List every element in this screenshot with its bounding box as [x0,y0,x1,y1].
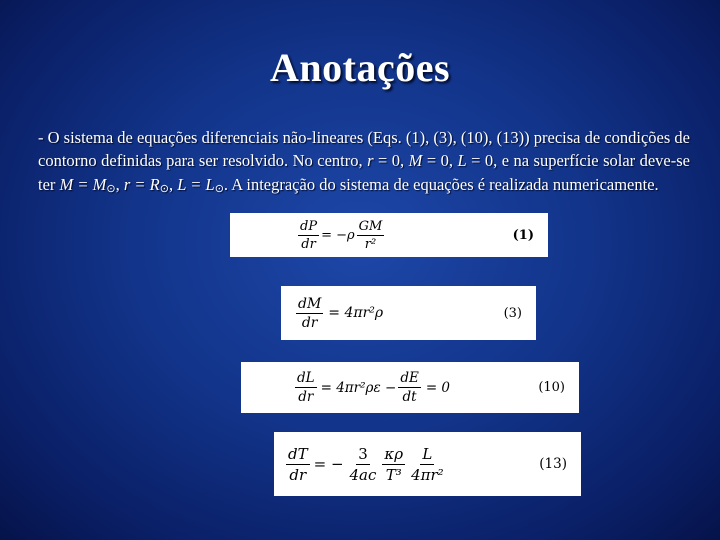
sun-symbol-1: ⊙ [106,182,116,195]
equation-1 [296,213,386,257]
equation-13 [284,432,448,496]
var-m: M [408,151,423,171]
equation-10 [293,362,450,413]
eq1-mid: = −ρ [321,227,355,243]
eq1-rhs-num: GM [358,218,383,234]
var-r: r [367,151,374,171]
eq13-kappa-den: T³ [385,465,402,484]
eq13-kappa-num: κρ [384,444,404,463]
eq3-mid: = 4πr²ρ [328,305,384,321]
equation-1-number: (1) [512,227,534,243]
paragraph-text-1: - O sistema de equações diferenciais não-lineares (Eqs. (1), (3), (10), (13)) precisa de condições de contorno definidas para ser resolvido. No centro, [38,128,690,171]
eq10-mid: = 4πr²ρε − [320,379,397,396]
radius-condition: r = R [123,174,160,194]
eq1-lhs-frac [298,219,319,252]
eq10-tail: = 0 [425,379,451,396]
eq13-lhs-frac [286,445,310,484]
eq10-lhs-frac [295,370,317,405]
eq10-rhs-den: dt [402,389,417,405]
eq13-lum-num: L [422,444,433,463]
eq13-kappa-frac [382,445,405,484]
slide-title: Anotações [269,45,451,90]
equation-13-box [274,432,581,496]
eq1-rhs-den: r² [364,236,377,252]
eq1-lhs-num: dP [300,218,318,234]
equation-1-box [230,213,548,257]
equation-3 [294,286,383,340]
equation-3-box [281,286,536,340]
equation-10-number: (10) [538,380,565,395]
equation-3-number: (3) [503,305,522,321]
paragraph-comma-1: , [115,174,124,194]
luminosity-condition: L = L [177,174,215,194]
eq13-lhs-den: dr [289,465,307,484]
var-l: L [457,151,467,171]
eq13-lum-den: 4πr² [411,465,444,484]
eq3-lhs-den: dr [301,314,318,331]
equation-10-box [241,362,579,413]
eq13-mid: = − [313,455,344,473]
sun-symbol-3: ⊙ [214,182,224,195]
eq13-coef-den: 4ac [349,465,377,484]
paragraph-eq0b: = 0, [422,151,458,171]
eq10-rhs-num: dE [400,370,419,386]
eq1-rhs-frac [357,219,385,252]
eq10-rhs-frac [398,370,421,405]
annotation-paragraph [38,126,690,201]
eq1-lhs-den: dr [301,236,316,252]
eq3-lhs-num: dM [298,295,322,312]
eq13-coef-num: 3 [358,444,368,463]
mass-condition: M = M [59,174,107,194]
equation-13-number: (13) [539,456,567,472]
paragraph-text-3: . A integração do sistema de equações é realizada numericamente. [223,174,659,194]
eq13-lhs-num: dT [288,444,308,463]
paragraph-text-2: = 0, e na superfície solar deve-se ter [38,151,690,194]
eq10-lhs-den: dr [298,389,314,405]
eq13-lum-frac [409,445,446,484]
paragraph-eq0a: = 0, [373,151,409,171]
eq3-lhs-frac [296,296,323,331]
eq10-lhs-num: dL [297,370,315,386]
sun-symbol-2: ⊙ [159,182,169,195]
eq13-coef-frac [348,445,379,484]
paragraph-comma-2: , [168,174,178,194]
